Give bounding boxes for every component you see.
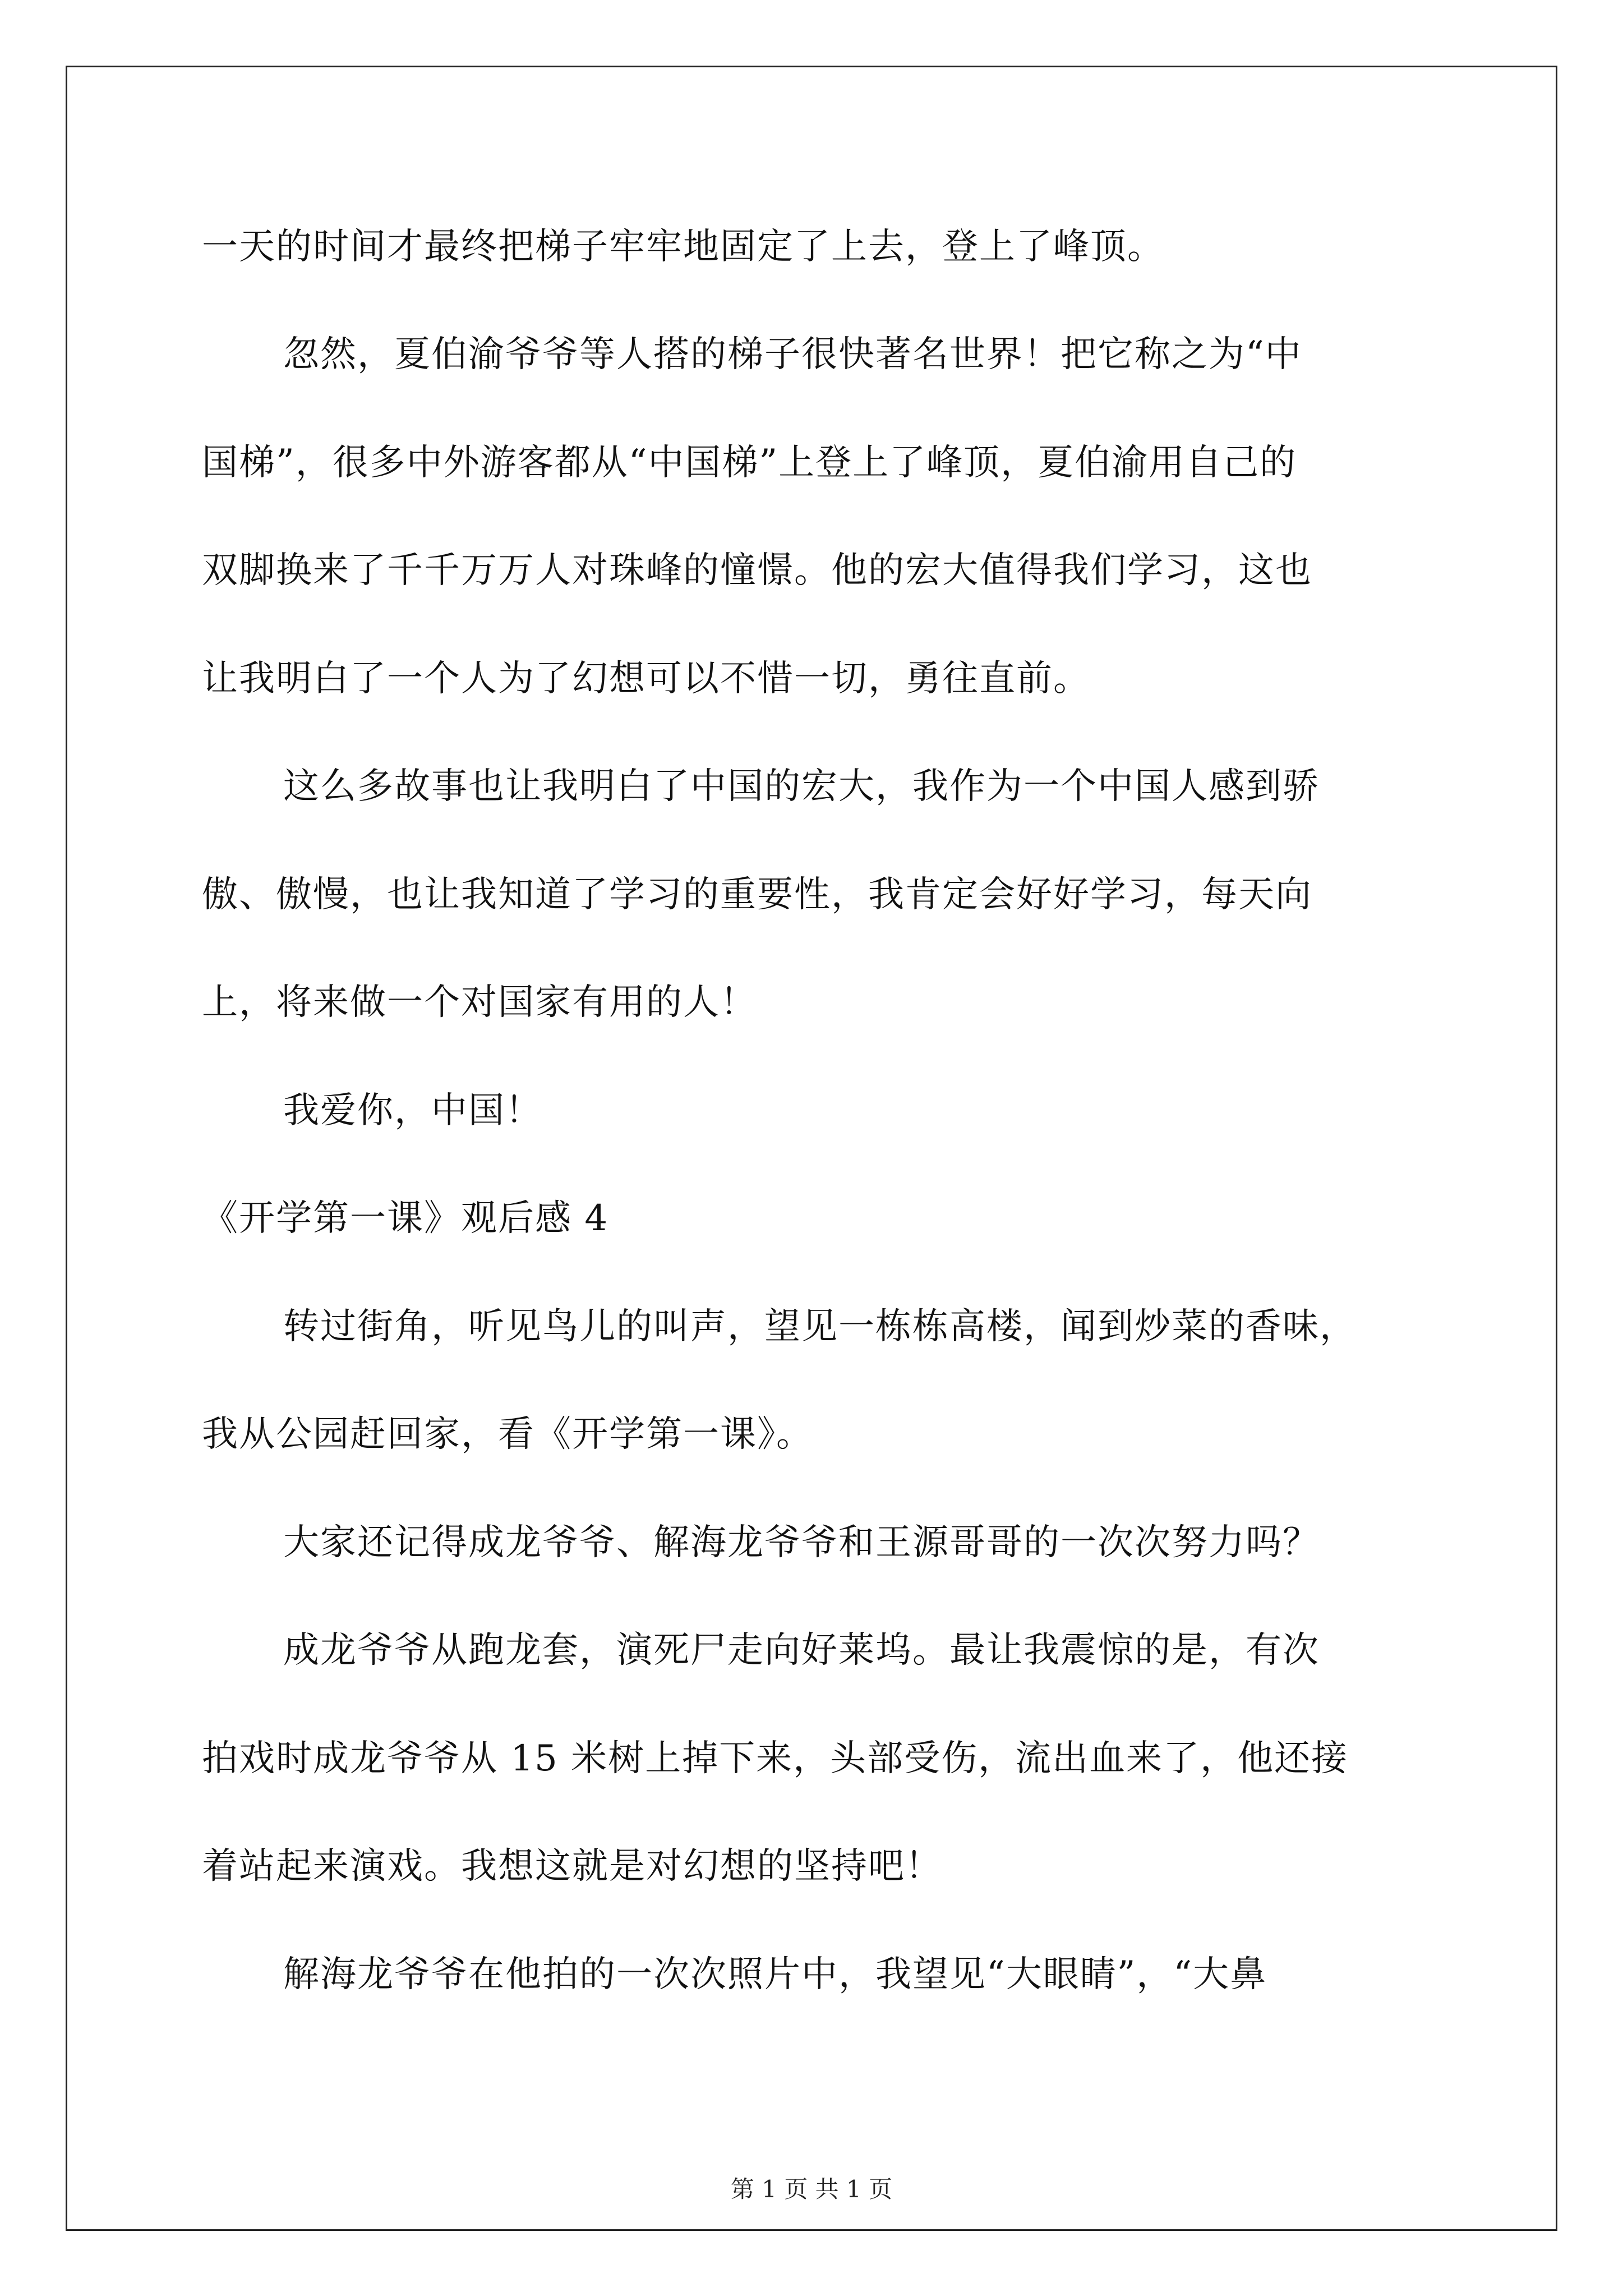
section-heading: 《开学第一课》观后感 4 <box>202 1198 609 1239</box>
page-frame <box>66 66 1557 2231</box>
text-line: 着站起来演戏。我想这就是对幻想的坚持吧！ <box>202 1846 942 1887</box>
text-line: 让我明白了一个人为了幻想可以不惜一切，勇往直前。 <box>202 658 1090 700</box>
text-line: 国梯”，很多中外游客都从“中国梯”上登上了峰顶，夏伯渝用自己的 <box>202 442 1297 484</box>
paragraph-start-line: 这么多故事也让我明白了中国的宏大，我作为一个中国人感到骄 <box>283 766 1320 807</box>
text-line: 上，将来做一个对国家有用的人！ <box>202 982 757 1023</box>
text-line: 我从公园赶回家，看《开学第一课》。 <box>202 1414 813 1455</box>
paragraph-start-line: 大家还记得成龙爷爷、解海龙爷爷和王源哥哥的一次次努力吗？ <box>283 1522 1320 1563</box>
text-line: 一天的时间才最终把梯子牢牢地固定了上去，登上了峰顶。 <box>202 226 1164 268</box>
text-line: 双脚换来了千千万万人对珠峰的憧憬。他的宏大值得我们学习，这也 <box>202 550 1312 591</box>
paragraph-start-line: 转过街角，听见鸟儿的叫声，望见一栋栋高楼，闻到炒菜的香味， <box>283 1306 1357 1347</box>
paragraph-start-line: 成龙爷爷从跑龙套，演死尸走向好莱坞。最让我震惊的是，有次 <box>283 1630 1320 1671</box>
text-line: 傲、傲慢，也让我知道了学习的重要性，我肯定会好好学习，每天向 <box>202 874 1312 915</box>
paragraph-start-line: 忽然，夏伯渝爷爷等人搭的梯子很快著名世界！把它称之为“中 <box>283 334 1302 375</box>
paragraph-start-line: 解海龙爷爷在他拍的一次次照片中，我望见“大眼睛”，“大鼻 <box>283 1954 1267 1995</box>
text-line: 拍戏时成龙爷爷从 15 米树上掉下来，头部受伤，流出血来了，他还接 <box>202 1738 1349 1779</box>
paragraph-start-line: 我爱你，中国！ <box>283 1090 542 1131</box>
page-footer: 第 1 页 共 1 页 <box>730 2175 893 2203</box>
